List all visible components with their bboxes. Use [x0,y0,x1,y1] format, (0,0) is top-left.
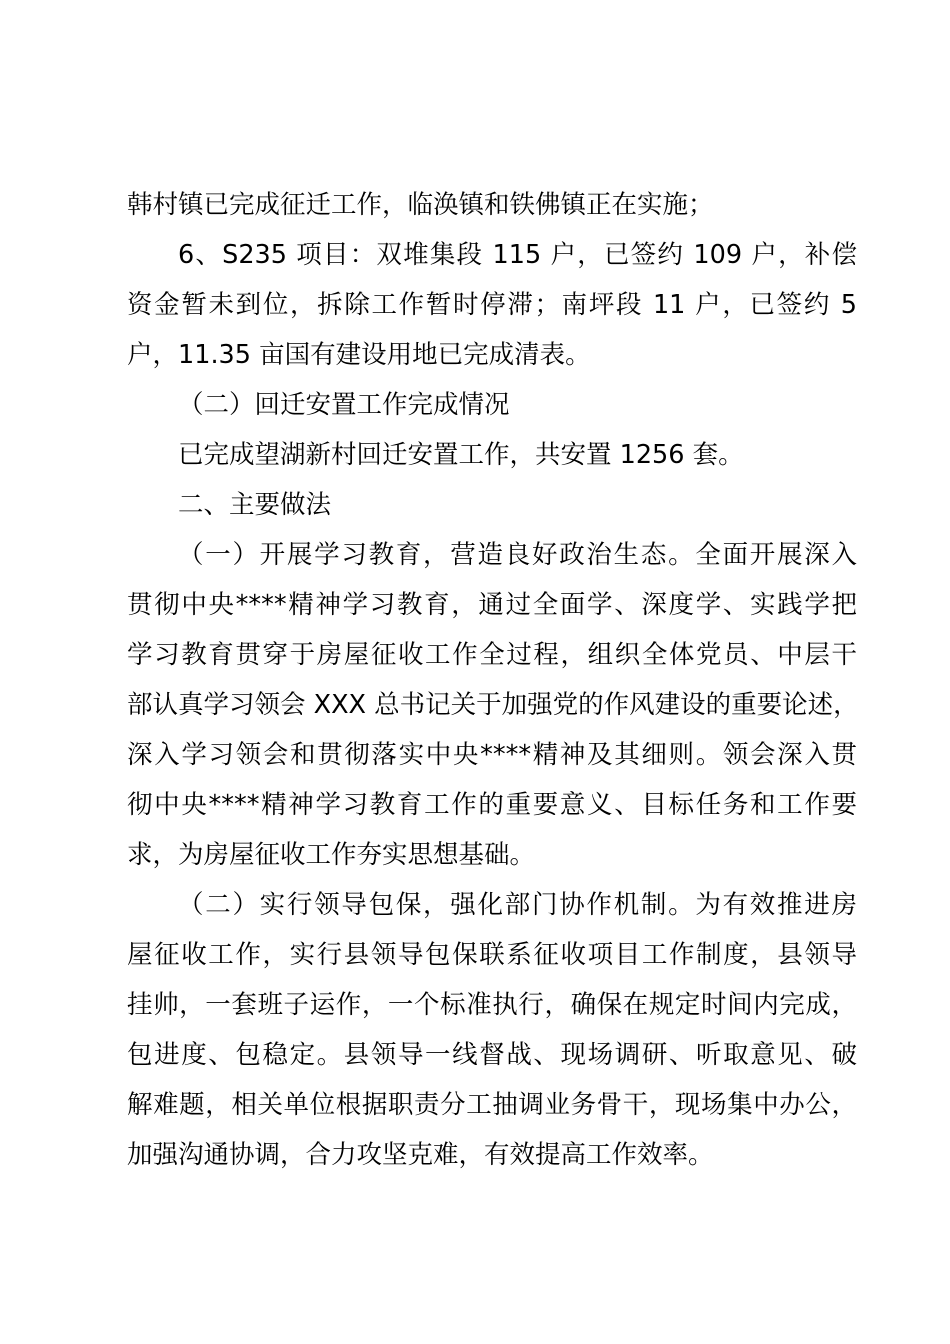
section-heading: （二）回迁安置工作完成情况 [178,390,510,420]
text-line: 部认真学习领会 XXX 总书记关于加强党的作风建设的重要论述， [127,690,859,720]
text-line: 包进度、包稳定。县领导一线督战、现场调研、听取意见、破 [127,1040,857,1070]
text-line: 屋征收工作，实行县领导包保联系征收项目工作制度，县领导 [127,940,857,970]
text-line: 贯彻中央****精神学习教育，通过全面学、深度学、实践学把 [127,590,857,620]
text-line: 户，11.35 亩国有建设用地已完成清表。 [127,340,591,370]
text-line: 加强沟通协调，合力攻坚克难，有效提高工作效率。 [127,1140,714,1170]
text-line: 深入学习领会和贯彻落实中央****精神及其细则。领会深入贯 [127,740,857,770]
text-line: 已完成望湖新村回迁安置工作，共安置 1256 套。 [178,440,744,470]
text-line: 彻中央****精神学习教育工作的重要意义、目标任务和工作要 [127,790,857,820]
text-line: （一）开展学习教育，营造良好政治生态。全面开展深入 [178,540,857,570]
text-line: 求，为房屋征收工作夯实思想基础。 [127,840,536,870]
text-line: 6、S235 项目：双堆集段 115 户，已签约 109 户，补偿 [178,240,857,270]
text-line: 资金暂未到位，拆除工作暂时停滞；南坪段 11 户，已签约 5 [127,290,857,320]
text-line: 韩村镇已完成征迁工作，临涣镇和铁佛镇正在实施； [127,190,714,220]
text-line: 学习教育贯穿于房屋征收工作全过程，组织全体党员、中层干 [127,640,857,670]
section-heading: 二、主要做法 [178,490,332,520]
text-line: （二）实行领导包保，强化部门协作机制。为有效推进房 [178,890,857,920]
text-line: 挂帅，一套班子运作，一个标准执行，确保在规定时间内完成， [127,990,857,1020]
text-line: 解难题，相关单位根据职责分工抽调业务骨干，现场集中办公， [127,1090,857,1120]
